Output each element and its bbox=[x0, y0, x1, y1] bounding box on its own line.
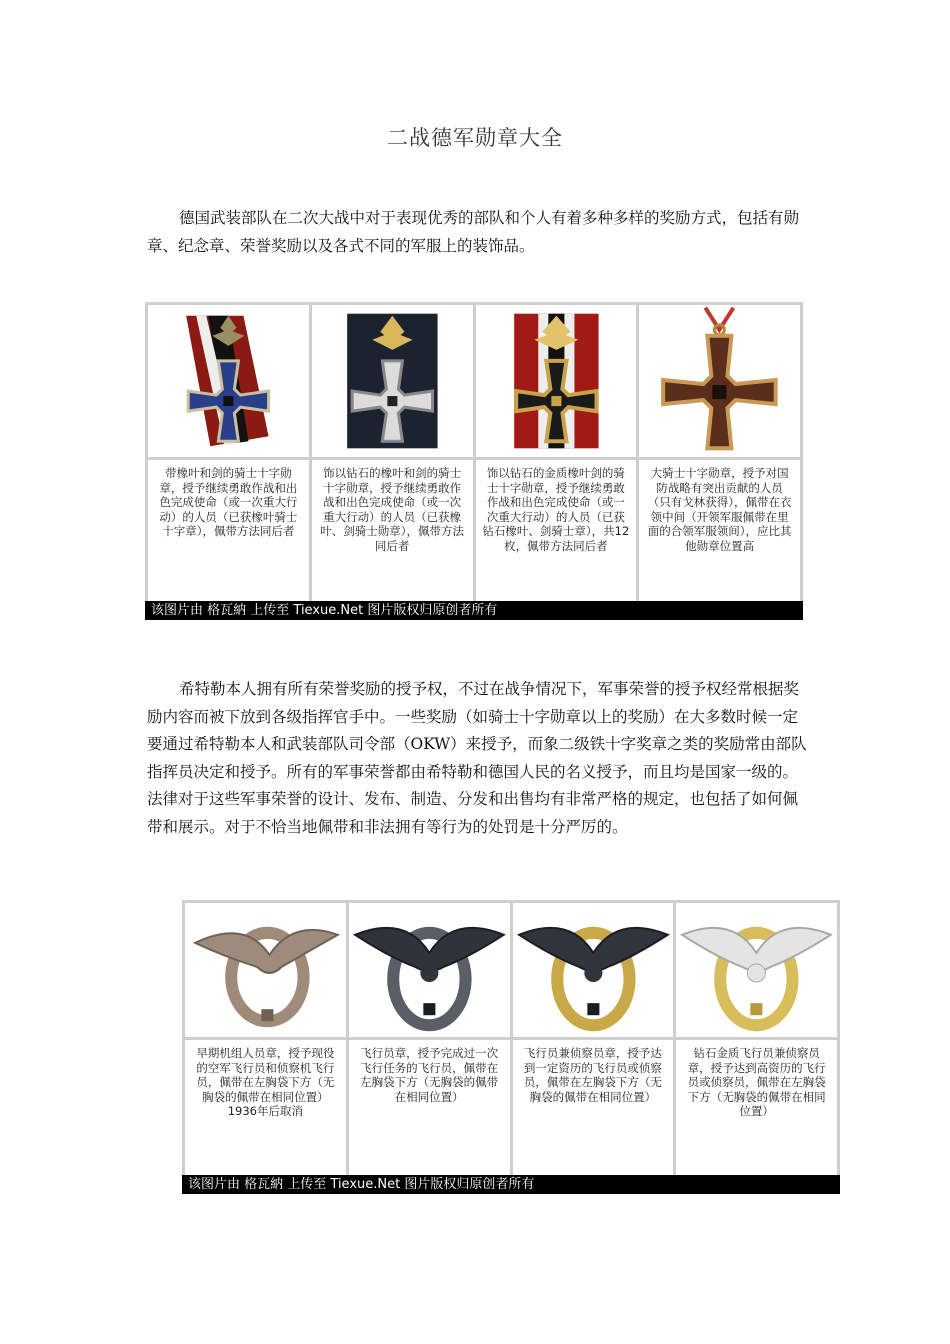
image-credit: 该图片由 格瓦納 上传至 Tiexue.Net 图片版权归原创者所有 bbox=[182, 1175, 840, 1194]
badge-image-diamond-gold bbox=[676, 903, 837, 1037]
badge-image-pilot-observer bbox=[513, 903, 674, 1037]
medal-image-golden-oak-leaves bbox=[476, 305, 637, 457]
medal-caption: 带橡叶和剑的骑士十字勋章，授予继续勇敢作战和出色完成使命（或一次重大行动）的人员（已获橡叶骑士十字章），佩带方法同后者 bbox=[148, 460, 309, 602]
badge-image-early-crew bbox=[185, 903, 346, 1037]
medal-caption: 大骑士十字勋章，授予对国防战略有突出贡献的人员（只有戈林获得），佩带在衣领中间（开领军服佩带在里面的合领军服领间），应比其他勋章位置高 bbox=[639, 460, 800, 602]
body-paragraph: 希特勒本人拥有所有荣誉奖励的授予权，不过在战争情况下，军事荣誉的授予权经常根据奖励内容而被下放到各级指挥官手中。一些奖励（如骑士十字勋章以上的奖励）在大多数时候一定要通过希特勒本人和武装部队司令部（OKW）来授予，而象二级铁十字奖章之类的奖励常由部队指挥员决定和授予。所有的军事荣誉都由希特勒和德国人民的名义授予，而且均是国家一级的。法律对于这些军事荣誉的设计、发布、制造、分发和出售均有非常严格的规定，也包括了如何佩带和展示。对于不恰当地佩带和非法拥有等行为的处罚是十分严厉的。 bbox=[147, 680, 807, 836]
page-title: 二战德军勋章大全 bbox=[387, 126, 563, 150]
badge-caption: 飞行员兼侦察员章，授予达到一定资历的飞行员或侦察员，佩带在左胸袋下方（无胸袋的佩带在相同位置） bbox=[513, 1040, 674, 1175]
knights-cross-figure bbox=[145, 302, 803, 620]
image-credit: 该图片由 格瓦納 上传至 Tiexue.Net 图片版权归原创者所有 bbox=[145, 601, 803, 620]
medal-image-diamonds-oak-leaves bbox=[312, 305, 473, 457]
badge-caption: 钻石金质飞行员兼侦察员章，授予达到高资历的飞行员或侦察员，佩带在左胸袋下方（无胸袋的佩带在相同位置） bbox=[676, 1040, 837, 1175]
medal-image-oak-leaves-swords bbox=[148, 305, 309, 457]
medal-image-grand-cross bbox=[639, 305, 800, 457]
medal-caption: 饰以钻石的橡叶和剑的骑士十字勋章，授予继续勇敢作战和出色完成使命（或一次重大行动）的人员（已获橡叶、剑骑士勋章），佩带方法同后者 bbox=[312, 460, 473, 602]
badge-caption: 早期机组人员章，授予现役的空军飞行员和侦察机飞行员，佩带在左胸袋下方（无胸袋的佩带在相同位置）1936年后取消 bbox=[185, 1040, 346, 1175]
badge-image-pilot bbox=[349, 903, 510, 1037]
medal-caption: 饰以钻石的金质橡叶剑的骑士十字勋章，授予继续勇敢作战和出色完成使命（或一次重大行动）的人员（已获钻石橡叶、剑骑士章），共12枚，佩带方法同后者 bbox=[476, 460, 637, 602]
intro-paragraph: 德国武装部队在二次大战中对于表现优秀的部队和个人有着多种多样的奖励方式，包括有勋章、纪念章、荣誉奖励以及各式不同的军服上的装饰品。 bbox=[147, 209, 800, 255]
pilot-badges-figure bbox=[182, 900, 840, 1194]
badge-caption: 飞行员章，授予完成过一次飞行任务的飞行员，佩带在左胸袋下方（无胸袋的佩带在相同位置） bbox=[349, 1040, 510, 1175]
